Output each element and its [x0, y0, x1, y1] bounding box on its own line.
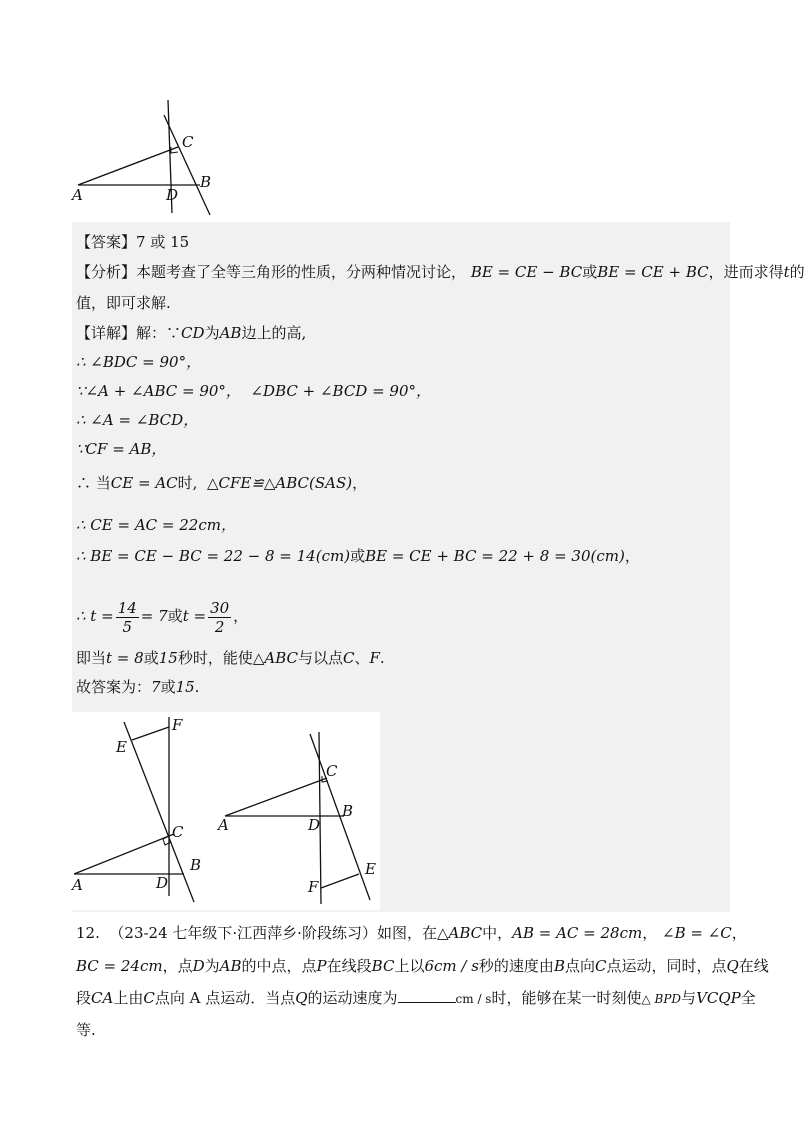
bottom-figures — [72, 712, 380, 910]
fig3-label-A: A — [218, 816, 229, 834]
detail-line-5: ∴ 当CE = AC时, △CFE≌△ABC(SAS)， — [76, 474, 368, 492]
detail-line-3: ∴ ∠A = ∠BCD， — [76, 411, 199, 429]
label-D: D — [166, 186, 179, 204]
top-figure — [60, 95, 230, 215]
label-A: A — [72, 186, 83, 204]
detail-line-6: ∴ CE = AC = 22cm， — [76, 516, 236, 534]
fig3-label-F: F — [308, 878, 319, 896]
detail-line-1: ∴ ∠BDC = 90°， — [76, 353, 202, 371]
fig3-label-B: B — [342, 802, 354, 820]
question-line-2: BC = 24cm，点D为AB的中点，点P在线段BC上以6cm / s秒的速度由B点向C点运动，同时，点Q在线 — [76, 957, 769, 975]
fig2-label-F: F — [172, 716, 183, 734]
fig2-label-E: E — [116, 738, 127, 756]
detail-line-4: ∵CF = AB， — [76, 440, 167, 458]
detail-intro: 【详解】解：∵CD为AB边上的高, — [76, 324, 307, 342]
detail-line-8: ∴ t = $\frac{14}{5}$ = 7或t = $\frac{30}{2}$ ， — [76, 598, 249, 636]
fig2-label-A: A — [72, 876, 83, 894]
fig3-label-C: C — [326, 762, 338, 780]
fig2-label-B: B — [190, 856, 202, 874]
label-B: B — [200, 173, 212, 191]
detail-line-7: ∴ BE = CE − BC = 22 − 8 = 14(cm)或BE = CE + BC = 22 + 8 = 30(cm)， — [76, 547, 640, 565]
analysis-line-1: 【分析】本题考查了全等三角形的性质，分两种情况讨论， BE = CE − BC或BE = CE + BC，进而求得t的 — [76, 263, 805, 281]
analysis-line-2: 值，即可求解. — [76, 294, 171, 312]
answer-line: 【答案】7 或 15 — [76, 233, 190, 251]
answer-blank[interactable] — [398, 990, 456, 1003]
question-line-4: 等. — [76, 1021, 96, 1039]
question-line-1: 12. （23-24 七年级下·江西萍乡·阶段练习）如图，在△ABC中，AB = AC = 28cm， ∠B = ∠C， — [76, 924, 747, 942]
detail-line-10: 故答案为：7或15. — [76, 678, 200, 696]
question-line-3: 段CA上由C点向 A 点运动．当点Q的运动速度为 cm / s时，能够在某一时刻使△ BPD与VCQP全 — [76, 989, 756, 1007]
fig2-label-D: D — [156, 874, 169, 892]
detail-line-9: 即当t = 8或15秒时，能使△ABC与以点C、F. — [76, 649, 385, 667]
fig2-label-C: C — [172, 823, 184, 841]
label-C: C — [182, 133, 194, 151]
detail-line-2: ∵∠A + ∠ABC = 90°， ∠DBC + ∠BCD = 90°， — [76, 382, 432, 400]
fig3-label-D: D — [308, 816, 321, 834]
fig3-label-E: E — [365, 860, 376, 878]
